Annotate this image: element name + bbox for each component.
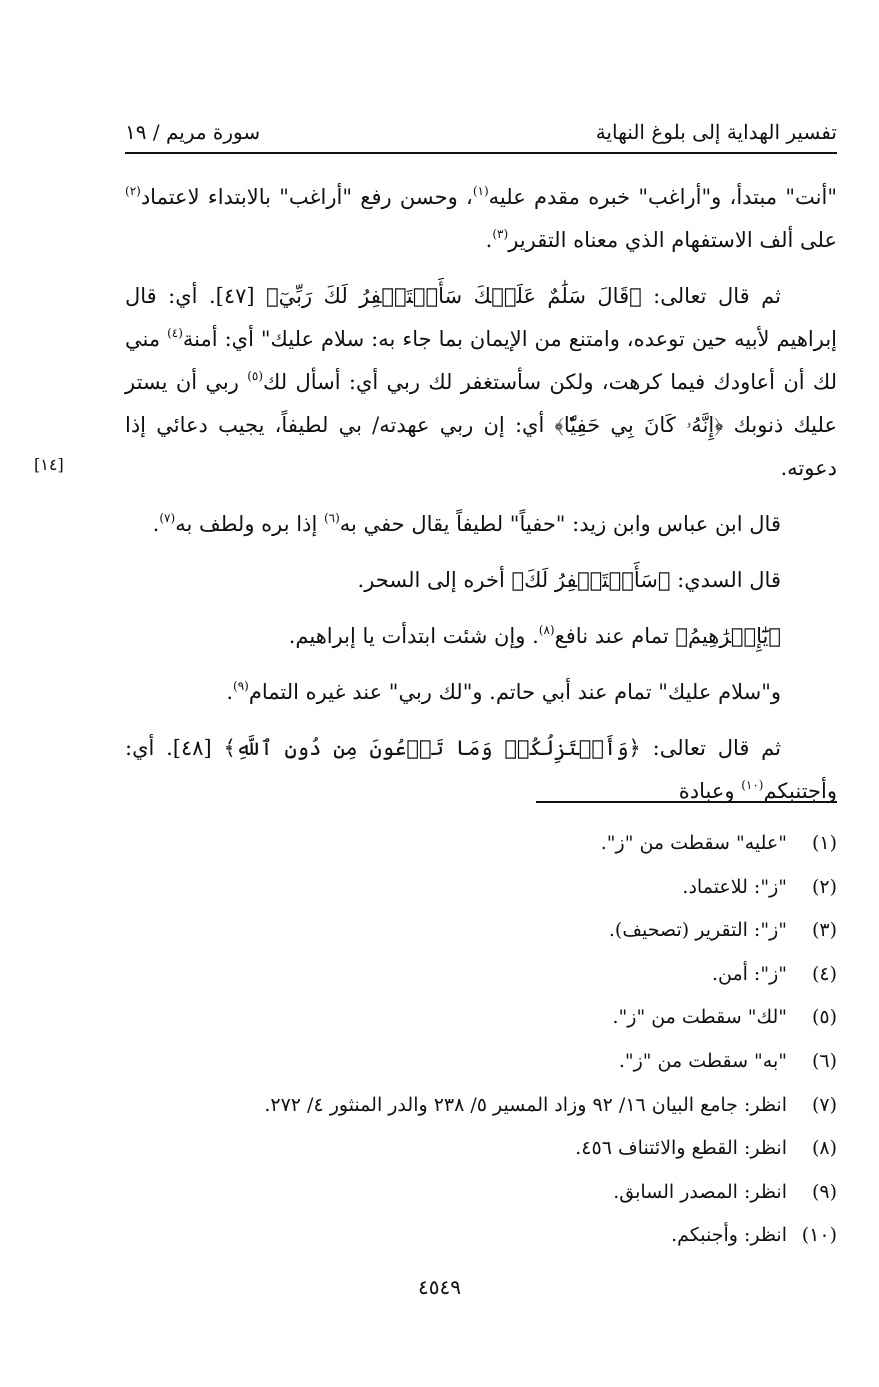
footnote-number: (١٠): [801, 1224, 837, 1247]
footnote-text: "ز": للاعتماد.: [682, 875, 787, 898]
footnote-ref: (٥): [247, 369, 264, 383]
quran-verse: ﴿وَأَعۡتَزِلُكُمۡ وَمَا تَدۡعُونَ مِن دُونِ ٱللَّهِ﴾: [223, 736, 641, 760]
paragraph-4: [125, 559, 837, 602]
footnote-ref: (٧): [159, 511, 176, 525]
text-run: .: [152, 512, 160, 536]
footnote-ref: (٩): [233, 679, 249, 693]
text-run: قال السدي:: [670, 568, 781, 592]
text-run: مني لك أن أعاودك فيما كرهت، ولكن سأستغفر لك ربي أي: أسأل لك: [125, 327, 837, 394]
footnote-item: [125, 866, 837, 910]
footnote-ref: (٣): [492, 227, 509, 241]
text-run: ربي أن يستر عليك ذنوبك: [125, 370, 837, 437]
footnote-ref: (١): [472, 184, 489, 198]
footnote-text: "ز": أمن.: [711, 962, 787, 985]
text-run: قال ابن عباس وابن زيد: "حفياً" لطيفاً يقال حفي به: [339, 512, 781, 536]
footnote-number: (٥): [811, 1006, 837, 1029]
footnote-text: "عليه" سقطت من "ز".: [600, 832, 787, 854]
footnote-ref: (٨): [538, 623, 555, 637]
footnotes: [125, 822, 837, 1258]
footnote-text: "به" سقطت من "ز".: [618, 1049, 787, 1072]
footnote-text: "ز": التقرير (تصحيف).: [608, 919, 787, 942]
text-run: [٤٨]. أي: وأجتنبكم: [125, 736, 837, 803]
text-run: أخره إلى السحر.: [357, 568, 512, 592]
footnote-number: (٢): [811, 875, 837, 898]
paragraph-3: [125, 503, 837, 546]
footnote-number: (٩): [811, 1180, 837, 1203]
text-run: [٤٧]. أي: قال إبراهيم لأبيه حين توعده، وامتنع من الإيمان بما جاء به: سلام عليك" أي: أمنة: [125, 284, 837, 351]
text-run: أي: إن ربي عهدته/ بي لطيفاً، يجيب دعائي إذا دعوته.: [125, 413, 837, 480]
footnote-number: (١): [811, 832, 837, 854]
paragraph-6: [125, 671, 837, 714]
footnote-item: [125, 996, 837, 1040]
footnote-ref: (١٠): [741, 778, 764, 792]
text-run: إذا بره ولطف به: [175, 512, 324, 536]
text-run: ثم قال تعالى:: [640, 736, 781, 760]
surah-reference: سورة مريم / ١٩: [125, 120, 261, 144]
footnote-text: انظر: المصدر السابق.: [613, 1180, 787, 1203]
footnote-number: (٨): [811, 1137, 837, 1160]
footnote-number: (٤): [811, 962, 837, 985]
footnote-text: انظر: القطع والائتناف ٤٥٦.: [575, 1137, 787, 1160]
paragraph-2: [125, 275, 837, 490]
paragraph-5: [125, 615, 837, 658]
text-run: و"سلام عليك" تمام عند أبي حاتم. و"لك ربي" عند غيره التمام: [248, 680, 781, 704]
running-header: [125, 112, 837, 154]
footnote-item: [125, 909, 837, 953]
text-run: .: [485, 228, 493, 252]
text-run: وعبادة: [678, 779, 742, 803]
page-number: ٤٥٤٩: [418, 1275, 461, 1299]
footnote-ref: (٤): [167, 326, 183, 340]
text-run: تمام عند نافع: [554, 624, 676, 648]
footnote-ref: (٦): [323, 511, 340, 525]
quran-verse: ﴿يَٰٓإِبۡرَٰهِيمُ﴾: [675, 624, 781, 648]
footnote-item: [125, 822, 837, 866]
text-run: ، وحسن رفع "أراغب" بالابتداء لاعتماد: [140, 185, 473, 209]
book-title: تفسير الهداية إلى بلوغ النهاية: [595, 120, 837, 144]
footnote-item: [125, 1040, 837, 1084]
footnote-text: انظر: جامع البيان ١٦/ ٩٢ وزاد المسير ٥/ ٢٣٨ والدر المنثور ٤/ ٢٧٢.: [264, 1093, 787, 1116]
footnote-item: [125, 1127, 837, 1171]
main-text: [125, 176, 837, 826]
footnote-item: [125, 1214, 837, 1258]
quran-verse: ﴿سَأَسۡتَغۡفِرُ لَكَ﴾: [511, 568, 671, 592]
footnote-text: "لك" سقطت من "ز".: [612, 1006, 787, 1029]
footnote-number: (٧): [811, 1093, 837, 1116]
text-run: .: [226, 680, 234, 704]
manuscript-folio-marker: [١٤]: [34, 455, 64, 474]
text-run: "أنت" مبتدأ، و"أراغب" خبره مقدم عليه: [488, 185, 838, 209]
paragraph-1: [125, 176, 837, 262]
quran-verse: ﴿إِنَّهُۥ كَانَ بِي حَفِيّٗا﴾: [554, 413, 724, 437]
footnote-item: [125, 1084, 837, 1128]
footnote-number: (٦): [811, 1049, 837, 1072]
text-run: . وإن شئت ابتدأت يا إبراهيم.: [288, 624, 539, 648]
footnote-item: [125, 1171, 837, 1215]
text-run: على ألف الاستفهام الذي معناه التقرير: [508, 228, 837, 252]
footnote-ref: (٢): [125, 184, 141, 198]
quran-verse: ﴿قَالَ سَلَٰمٌ عَلَيۡكَ سَأَسۡتَغۡفِرُ لَكَ رَبِّيٓ﴾: [266, 284, 642, 308]
footnote-separator: [536, 801, 837, 803]
text-run: ثم قال تعالى:: [641, 284, 781, 308]
footnote-number: (٣): [811, 919, 837, 942]
footnote-item: [125, 953, 837, 997]
footnote-text: انظر: وأجنبكم.: [671, 1224, 787, 1247]
